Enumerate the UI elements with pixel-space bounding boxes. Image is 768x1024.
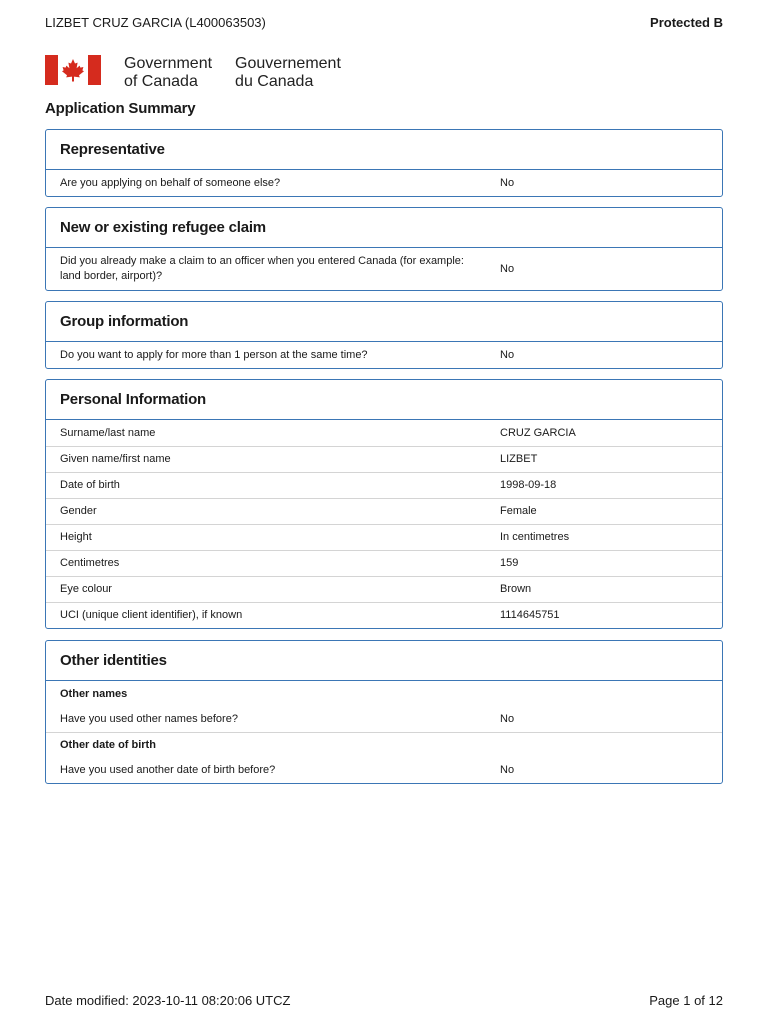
table-row — [46, 498, 722, 524]
row-answer: No — [500, 176, 515, 189]
section-title: Other identities — [46, 641, 722, 681]
row-answer: No — [500, 712, 515, 725]
section-personal-information — [45, 379, 723, 629]
row-answer: CRUZ GARCIA — [500, 426, 576, 439]
row-question: Centimetres — [60, 557, 120, 569]
table-row — [46, 602, 722, 628]
row-question: Surname/last name — [60, 426, 156, 439]
classification-label: Protected B — [650, 15, 723, 30]
row-question: Gender — [60, 505, 97, 517]
row-question: Date of birth — [60, 479, 120, 491]
government-logo — [45, 55, 341, 91]
row-question: Have you used another date of birth before? — [60, 763, 276, 776]
row-question: Have you used other names before? — [60, 712, 238, 725]
wordmark-french — [235, 55, 341, 91]
section-refugee-claim — [45, 207, 723, 291]
row-question: Do you want to apply for more than 1 person at the same time? — [60, 348, 368, 361]
table-row — [46, 446, 722, 472]
row-answer: LIZBET — [500, 453, 538, 465]
row-answer: 159 — [500, 557, 519, 569]
wordmark-fr-line1: Gouvernement — [235, 55, 341, 72]
date-modified: Date modified: 2023-10-11 08:20:06 UTCZ — [45, 993, 291, 1008]
table-row — [46, 524, 722, 550]
table-row — [46, 576, 722, 602]
section-title: Personal Information — [46, 380, 722, 420]
wordmark-fr-line2: du Canada — [235, 73, 314, 90]
applicant-name: LIZBET CRUZ GARCIA (L400063503) — [45, 15, 266, 30]
row-question: Did you already make a claim to an officer when you entered Canada (for example: land border, airport)? — [60, 255, 464, 282]
row-question: Are you applying on behalf of someone else? — [60, 176, 281, 189]
table-row — [46, 342, 722, 368]
table-row — [46, 420, 722, 446]
page-footer — [45, 993, 723, 1008]
row-answer: No — [500, 348, 515, 361]
row-answer: No — [500, 262, 515, 275]
row-question: UCI (unique client identifier), if known — [60, 609, 243, 621]
table-row — [46, 248, 722, 290]
row-answer: 1998-09-18 — [500, 479, 557, 491]
table-row — [46, 550, 722, 576]
row-question: Eye colour — [60, 583, 112, 595]
subsection-label: Other names — [60, 687, 128, 700]
wordmark-english — [124, 55, 212, 91]
section-other-identities — [45, 640, 723, 784]
page-title: Application Summary — [45, 100, 196, 117]
section-title: New or existing refugee claim — [46, 208, 722, 248]
page-number: Page 1 of 12 — [649, 993, 723, 1008]
table-row — [46, 706, 722, 732]
section-title: Representative — [46, 130, 722, 170]
section-representative — [45, 129, 723, 197]
row-answer: Female — [500, 505, 537, 517]
row-question: Given name/first name — [60, 453, 171, 465]
row-answer: Brown — [500, 583, 532, 595]
section-title: Group information — [46, 302, 722, 342]
table-row — [46, 472, 722, 498]
wordmark-en-line2: of Canada — [124, 73, 198, 90]
page-header — [45, 15, 723, 30]
subsection-label: Other date of birth — [46, 732, 722, 757]
wordmark-en-line1: Government — [124, 55, 213, 72]
section-group-information — [45, 301, 723, 369]
table-row — [46, 757, 722, 783]
row-answer: In centimetres — [500, 531, 570, 543]
row-question: Height — [60, 531, 92, 543]
table-row — [46, 170, 722, 196]
row-answer: No — [500, 763, 515, 776]
row-answer: 1114645751 — [500, 609, 560, 621]
canada-flag-icon — [45, 55, 101, 85]
